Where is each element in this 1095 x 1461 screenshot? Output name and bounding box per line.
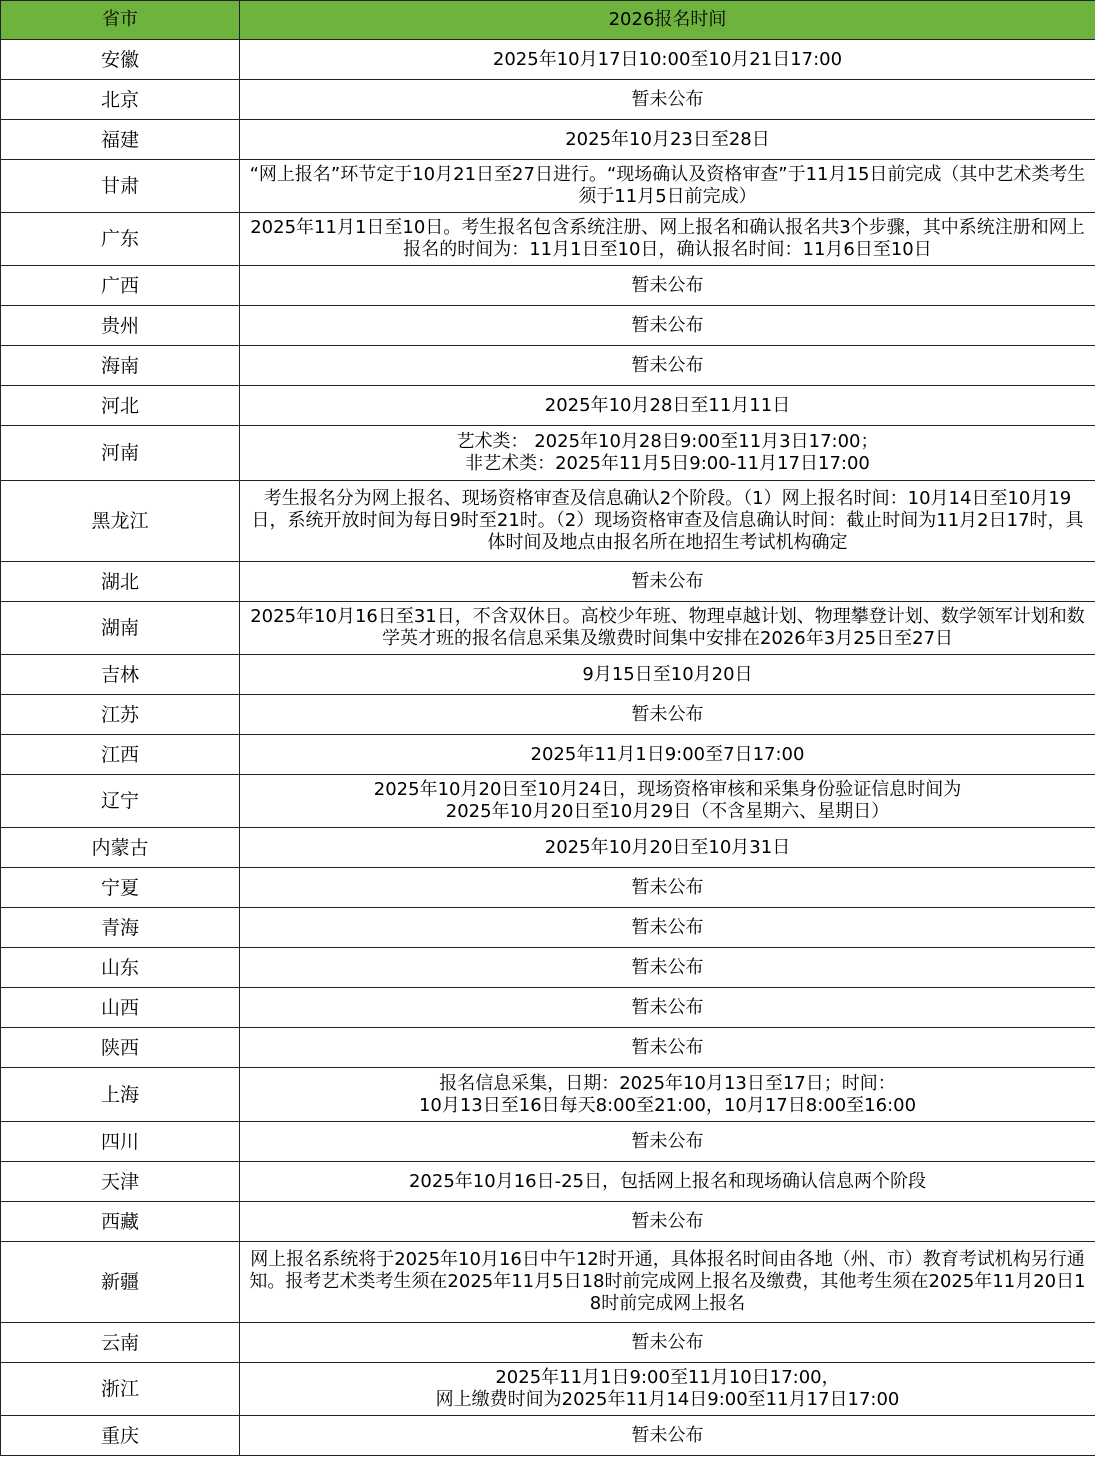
province-cell: 江苏 xyxy=(1,695,240,735)
province-cell: 北京 xyxy=(1,80,240,120)
province-cell: 黑龙江 xyxy=(1,481,240,562)
province-cell: 浙江 xyxy=(1,1363,240,1416)
province-cell: 广西 xyxy=(1,266,240,306)
registration-time-cell: 暂未公布 xyxy=(240,948,1095,988)
province-cell: 陕西 xyxy=(1,1028,240,1068)
table-row xyxy=(1,120,1095,160)
province-cell: 河北 xyxy=(1,386,240,426)
province-cell: 西藏 xyxy=(1,1202,240,1242)
table-row xyxy=(1,40,1095,80)
registration-time-cell: 暂未公布 xyxy=(240,1028,1095,1068)
registration-time-cell: 2025年11月1日9:00至7日17:00 xyxy=(240,735,1095,775)
province-cell: 福建 xyxy=(1,120,240,160)
table-row xyxy=(1,426,1095,481)
registration-time-cell: 2025年11月1日9:00至11月10日17:00， 网上缴费时间为2025年11月14日9:00至11月17日17:00 xyxy=(240,1363,1095,1416)
registration-time-cell: “网上报名”环节定于10月21日至27日进行。“现场确认及资格审查”于11月15日前完成（其中艺术类考生须于11月5日前完成） xyxy=(240,160,1095,213)
registration-time-cell: 2025年10月20日至10月24日，现场资格审核和采集身份验证信息时间为 2025年10月20日至10月29日（不含星期六、星期日） xyxy=(240,775,1095,828)
registration-time-cell: 暂未公布 xyxy=(240,346,1095,386)
registration-time-cell: 网上报名系统将于2025年10月16日中午12时开通，具体报名时间由各地（州、市）教育考试机构另行通知。报考艺术类考生须在2025年11月5日18时前完成网上报名及缴费，其他考生须在2025年11月20日18时前完成网上报名 xyxy=(240,1242,1095,1323)
province-cell: 海南 xyxy=(1,346,240,386)
table-row xyxy=(1,828,1095,868)
registration-time-cell: 2025年10月16日至31日，不含双休日。高校少年班、物理卓越计划、物理攀登计划、数学领军计划和数学英才班的报名信息采集及缴费时间集中安排在2026年3月25日至27日 xyxy=(240,602,1095,655)
province-cell: 青海 xyxy=(1,908,240,948)
registration-time-cell: 暂未公布 xyxy=(240,1202,1095,1242)
table-body xyxy=(1,40,1095,1456)
registration-time-cell: 9月15日至10月20日 xyxy=(240,655,1095,695)
registration-time-cell: 艺术类： 2025年10月28日9:00至11月3日17:00； 非艺术类：2025年11月5日9:00-11月17日17:00 xyxy=(240,426,1095,481)
province-cell: 重庆 xyxy=(1,1416,240,1456)
province-cell: 天津 xyxy=(1,1162,240,1202)
province-cell: 湖南 xyxy=(1,602,240,655)
table-row xyxy=(1,1162,1095,1202)
registration-time-cell: 暂未公布 xyxy=(240,988,1095,1028)
table-row xyxy=(1,481,1095,562)
province-cell: 安徽 xyxy=(1,40,240,80)
table-row xyxy=(1,908,1095,948)
province-cell: 贵州 xyxy=(1,306,240,346)
table-row xyxy=(1,1323,1095,1363)
table-row xyxy=(1,735,1095,775)
registration-time-cell: 暂未公布 xyxy=(240,868,1095,908)
registration-time-cell: 暂未公布 xyxy=(240,80,1095,120)
table-row xyxy=(1,988,1095,1028)
province-cell: 新疆 xyxy=(1,1242,240,1323)
table-header-row xyxy=(1,1,1095,40)
province-cell: 云南 xyxy=(1,1323,240,1363)
registration-time-cell: 暂未公布 xyxy=(240,1323,1095,1363)
registration-time-cell: 暂未公布 xyxy=(240,306,1095,346)
registration-time-cell: 暂未公布 xyxy=(240,1122,1095,1162)
province-cell: 广东 xyxy=(1,213,240,266)
registration-time-cell: 2025年10月23日至28日 xyxy=(240,120,1095,160)
registration-time-cell: 暂未公布 xyxy=(240,266,1095,306)
table-row xyxy=(1,213,1095,266)
table-row xyxy=(1,868,1095,908)
registration-time-cell: 报名信息采集，日期：2025年10月13日至17日；时间： 10月13日至16日每天8:00至21:00，10月17日8:00至16:00 xyxy=(240,1068,1095,1122)
province-cell: 甘肃 xyxy=(1,160,240,213)
registration-time-cell: 2025年10月16日-25日，包括网上报名和现场确认信息两个阶段 xyxy=(240,1162,1095,1202)
table-row xyxy=(1,1122,1095,1162)
province-cell: 湖北 xyxy=(1,562,240,602)
table-row xyxy=(1,1202,1095,1242)
registration-time-cell: 2025年10月28日至11月11日 xyxy=(240,386,1095,426)
column-header-registration-time: 2026报名时间 xyxy=(240,1,1095,40)
province-cell: 河南 xyxy=(1,426,240,481)
table-row xyxy=(1,160,1095,213)
table-row xyxy=(1,1028,1095,1068)
table-row xyxy=(1,1242,1095,1323)
province-cell: 江西 xyxy=(1,735,240,775)
table-row xyxy=(1,80,1095,120)
province-cell: 宁夏 xyxy=(1,868,240,908)
registration-time-cell: 考生报名分为网上报名、现场资格审查及信息确认2个阶段。（1）网上报名时间：10月14日至10月19日，系统开放时间为每日9时至21时。（2）现场资格审查及信息确认时间：截止时间为11月2日17时，具体时间及地点由报名所在地招生考试机构确定 xyxy=(240,481,1095,562)
table-row xyxy=(1,562,1095,602)
registration-time-cell: 2025年10月17日10:00至10月21日17:00 xyxy=(240,40,1095,80)
column-header-province: 省市 xyxy=(1,1,240,40)
table-row xyxy=(1,775,1095,828)
registration-time-cell: 暂未公布 xyxy=(240,562,1095,602)
table-row xyxy=(1,1068,1095,1122)
registration-time-cell: 暂未公布 xyxy=(240,908,1095,948)
table-row xyxy=(1,1416,1095,1456)
registration-time-cell: 暂未公布 xyxy=(240,1416,1095,1456)
registration-time-cell: 暂未公布 xyxy=(240,695,1095,735)
table-row xyxy=(1,346,1095,386)
table-row xyxy=(1,306,1095,346)
province-cell: 山西 xyxy=(1,988,240,1028)
table-row xyxy=(1,386,1095,426)
table-row xyxy=(1,602,1095,655)
province-cell: 山东 xyxy=(1,948,240,988)
registration-time-cell: 2025年11月1日至10日。考生报名包含系统注册、网上报名和确认报名共3个步骤，其中系统注册和网上报名的时间为：11月1日至10日，确认报名时间：11月6日至10日 xyxy=(240,213,1095,266)
province-cell: 吉林 xyxy=(1,655,240,695)
table-row xyxy=(1,695,1095,735)
table-row xyxy=(1,655,1095,695)
table-row xyxy=(1,1363,1095,1416)
province-cell: 内蒙古 xyxy=(1,828,240,868)
province-cell: 四川 xyxy=(1,1122,240,1162)
table-row xyxy=(1,266,1095,306)
registration-time-cell: 2025年10月20日至10月31日 xyxy=(240,828,1095,868)
province-cell: 辽宁 xyxy=(1,775,240,828)
province-cell: 上海 xyxy=(1,1068,240,1122)
table-row xyxy=(1,948,1095,988)
